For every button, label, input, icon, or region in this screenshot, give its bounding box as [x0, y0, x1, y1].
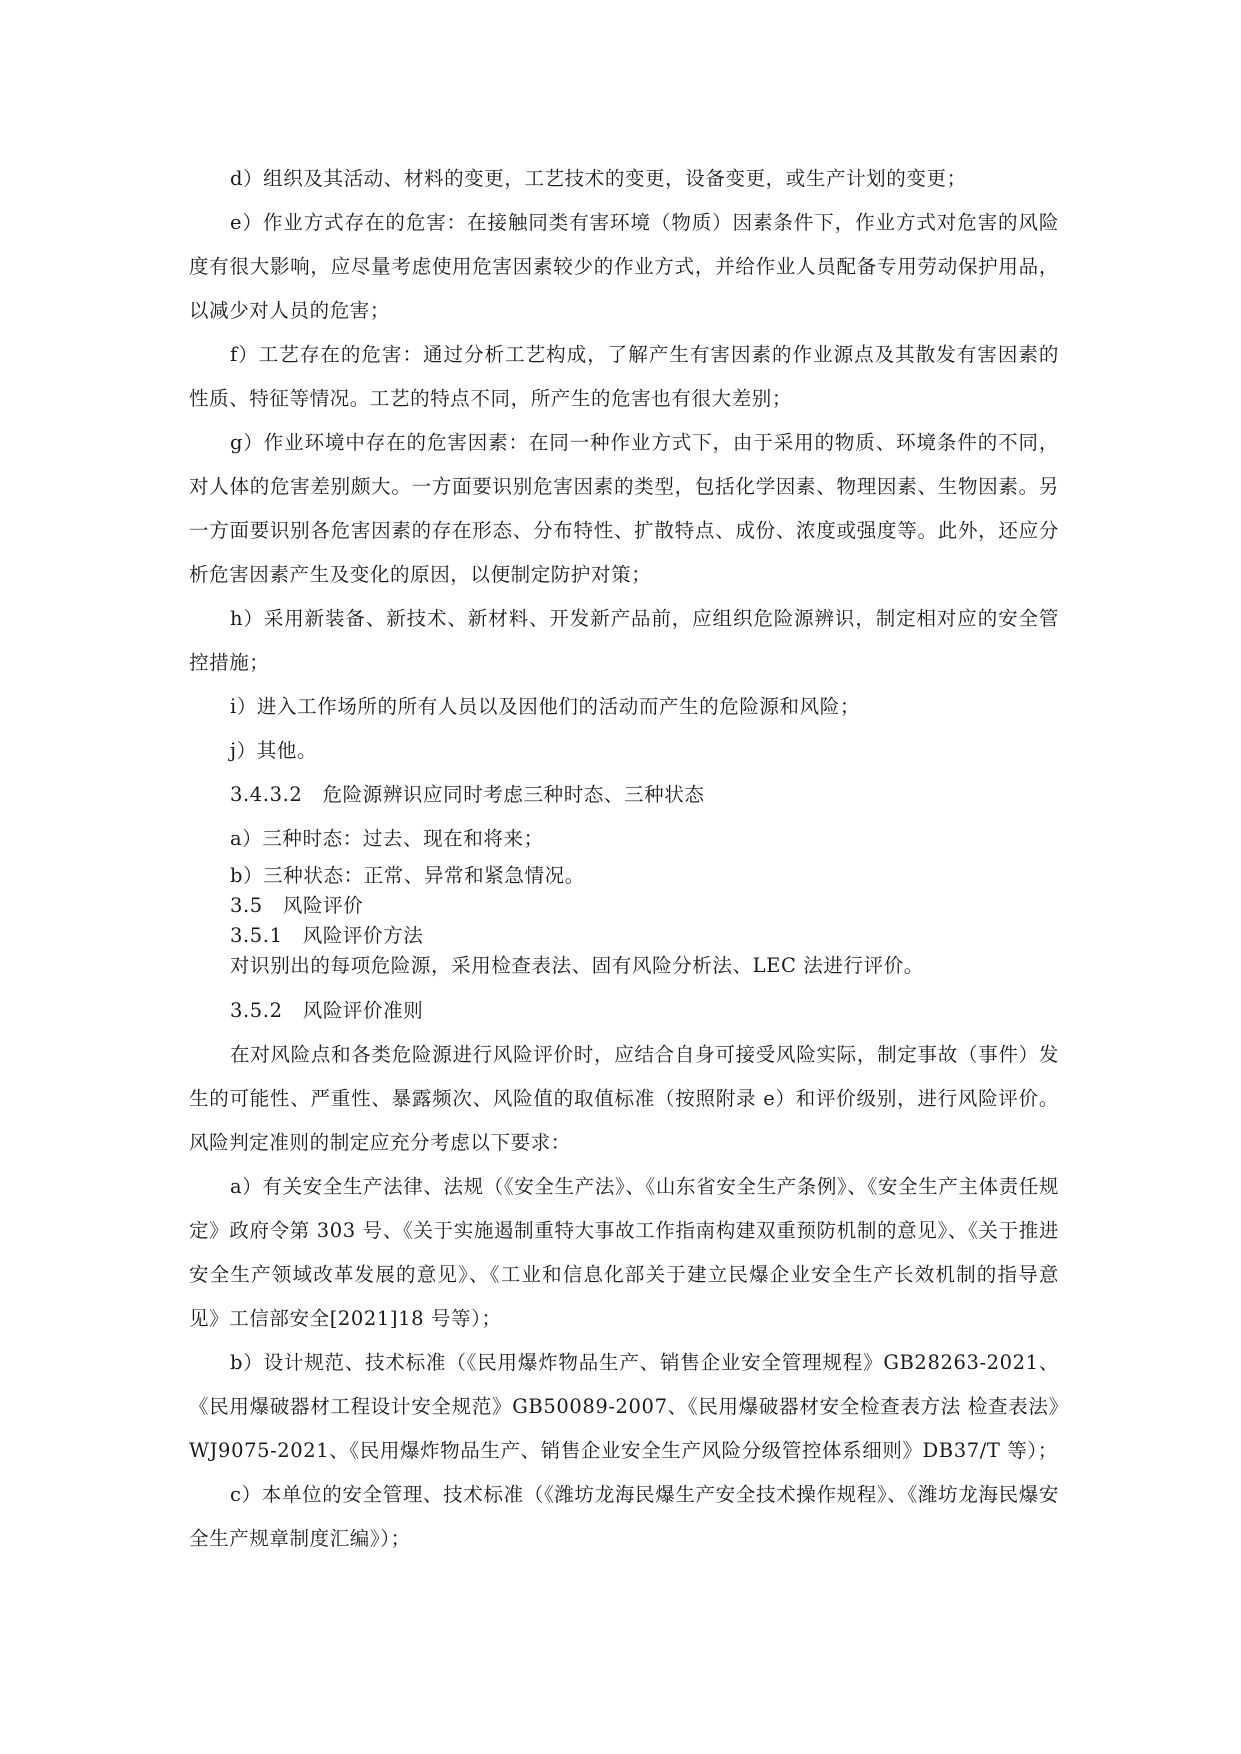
paragraph-j: j）其他。	[230, 739, 318, 762]
paragraph-g: g）作业环境中存在的危害因素：在同一种作业方式下，由于采用的物质、环境条件的不同，对人体的危害差别颇大。一方面要识别危害因素的类型，包括化学因素、物理因素、生物因素。另一方面要识别各危害因素的存在形态、分布特性、扩散特点、成份、浓度或强度等。此外，还应分析危害因素产生及变化的原因，以便制定防护对策；	[189, 431, 1059, 586]
paragraph-i: i）进入工作场所的所有人员以及因他们的活动而产生的危险源和风险；	[230, 695, 860, 718]
paragraph-d: d）组织及其活动、材料的变更，工艺技术的变更，设备变更，或生产计划的变更；	[230, 167, 967, 190]
document-body	[189, 157, 1059, 1561]
paragraph-f: f）工艺存在的危害：通过分析工艺构成，了解产生有害因素的作业源点及其散发有害因素的性质、特征等情况。工艺的特点不同，所产生的危害也有很大差别；	[189, 343, 1059, 410]
item-three-tenses: a）三种时态：过去、现在和将来；	[230, 827, 544, 850]
section-heading-3-4-3-2: 3.4.3.2 危险源辨识应同时考虑三种时态、三种状态	[230, 783, 705, 806]
item-three-states: b）三种状态：正常、异常和紧急情况。	[230, 864, 585, 887]
paragraph-criteria-a: a）有关安全生产法律、法规（《安全生产法》、《山东省安全生产条例》、《安全生产主体责任规定》政府令第 303 号、《关于实施遏制重特大事故工作指南构建双重预防机制的意见》、《关于推进安全生产领域改革发展的意见》、《工业和信息化部关于建立民爆企业安全生产长效机制的指导意见》工信部安全[2021]18 号等）；	[189, 1175, 1059, 1330]
paragraph-h: h）采用新装备、新技术、新材料、开发新产品前，应组织危险源辨识，制定相对应的安全管控措施；	[189, 607, 1059, 674]
paragraph-e: e）作业方式存在的危害：在接触同类有害环境（物质）因素条件下，作业方式对危害的风险度有很大影响，应尽量考虑使用危害因素较少的作业方式，并给作业人员配备专用劳动保护用品，以减少对人员的危害；	[189, 211, 1059, 322]
paragraph-criteria: 在对风险点和各类危险源进行风险评价时，应结合自身可接受风险实际，制定事故（事件）发生的可能性、严重性、暴露频次、风险值的取值标准（按照附录 e）和评价级别，进行风险评价。风险判定准则的制定应充分考虑以下要求：	[189, 1043, 1059, 1154]
section-heading-3-5-1: 3.5.1 风险评价方法	[230, 924, 424, 947]
paragraph-evaluation-method: 对识别出的每项危险源，采用检查表法、固有风险分析法、LEC 法进行评价。	[230, 954, 924, 977]
paragraph-criteria-b: b）设计规范、技术标准（《民用爆炸物品生产、销售企业安全管理规程》GB28263-2021、《民用爆破器材工程设计安全规范》GB50089-2007、《民用爆破器材安全检查表方法 检查表法》WJ9075-2021、《民用爆炸物品生产、销售企业安全生产风险分级管控体系细则》DB37/T 等）；	[189, 1351, 1059, 1462]
paragraph-criteria-c: c）本单位的安全管理、技术标准（《潍坊龙海民爆生产安全技术操作规程》、《潍坊龙海民爆安全生产规章制度汇编》）；	[189, 1483, 1059, 1550]
section-heading-3-5: 3.5 风险评价	[230, 894, 364, 917]
section-heading-3-5-2: 3.5.2 风险评价准则	[230, 999, 424, 1022]
